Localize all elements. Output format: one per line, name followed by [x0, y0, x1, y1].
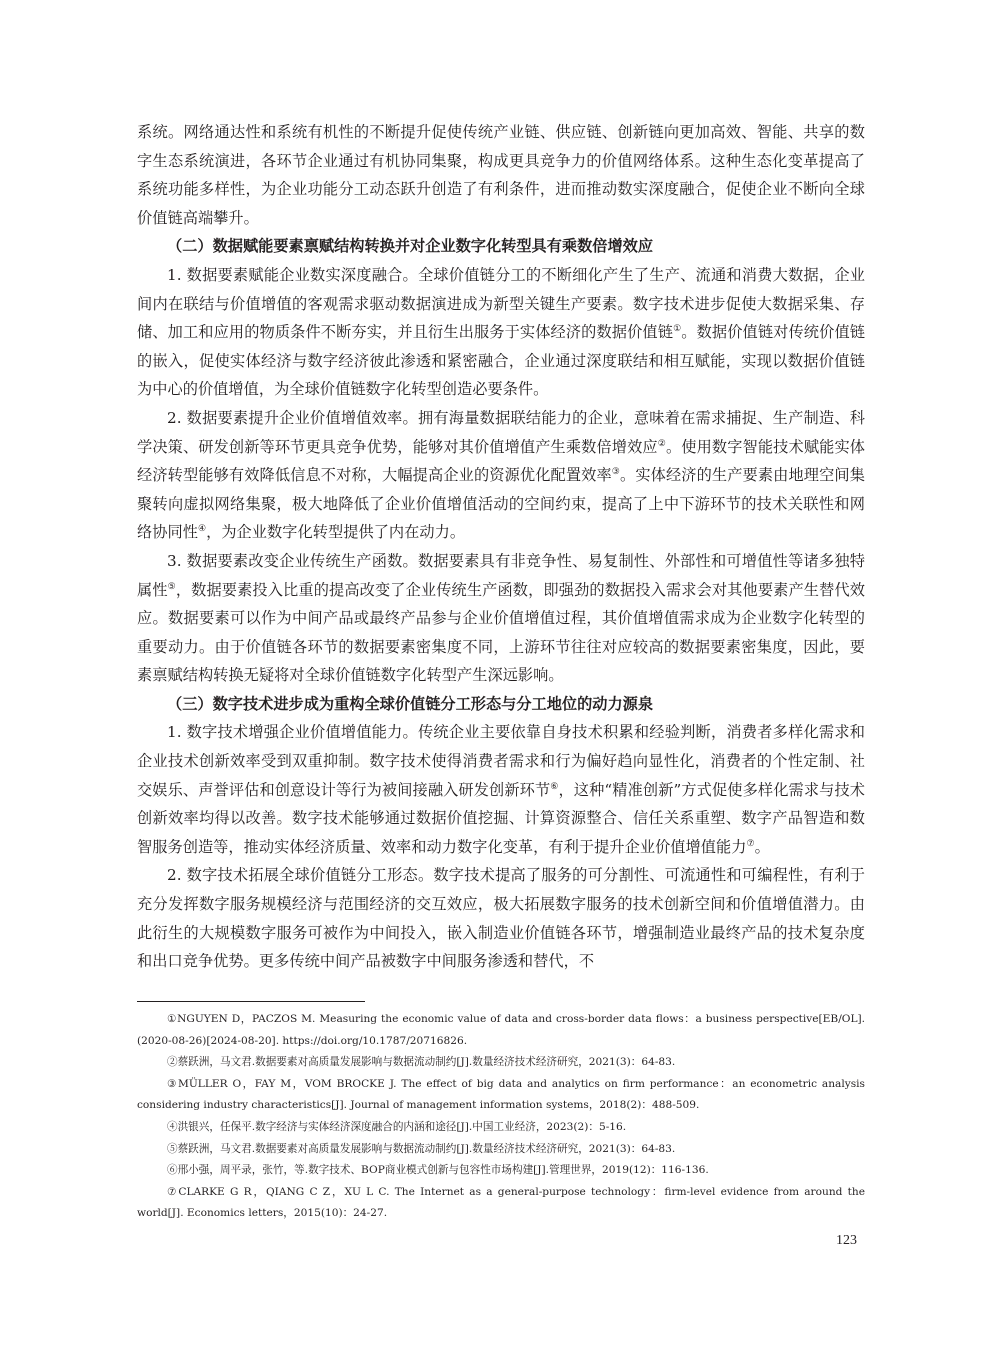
paragraph-text: ，这种“精准创新”方式促使多样化需求与技术创新效率均得以改善。数字技术能够通过数据价值挖掘、计算资源整合、信任关系重塑、数字产品智造和数智服务创造等，推动实体经济质量、效率和动力数字化变革，有利于提升企业价值增值能力 [137, 780, 865, 856]
paragraph-text: 1. 数字技术增强企业价值增值能力。传统企业主要依靠自身技术积累和经验判断，消费者多样化需求和企业技术创新效率受到双重抑制。数字技术使得消费者需求和行为偏好趋向显性化，消费者的个性定制、社交娱乐、声誉评估和创意设计等行为被间接融入研发创新环节 [137, 723, 865, 799]
footnote-ref-3[interactable]: ③ [611, 467, 620, 478]
section-heading-3-text: （三）数字技术进步成为重构全球价值链分工形态与分工地位的动力源泉 [167, 694, 653, 713]
footnote-ref-1[interactable]: ① [673, 324, 682, 335]
paragraph-text: 1. 数据要素赋能企业数实深度融合。全球价值链分工的不断细化产生了生产、流通和消费大数据，企业间内在联结与价值增值的客观需求驱动数据演进成为新型关键生产要素。数字技术进步促使大数据采集、存储、加工和应用的物质条件不断夯实，并且衍生出服务于实体经济的数据价值链 [137, 265, 865, 342]
footnote-7: ⑦CLARKE G R，QIANG C Z，XU L C. The Internet as a general-purpose technology：firm-level evidence from around the world[J]. Economics letters，2015(10)：24-27. [137, 1185, 865, 1220]
footnote-5: ⑤蔡跃洲，马文君.数据要素对高质量发展影响与数据流动制约[J].数量经济技术经济研究，2021(3)：64-83. [167, 1142, 676, 1155]
paragraph-1 [137, 118, 865, 232]
paragraph-text: 。 [754, 837, 770, 856]
paragraph-text: ，数据要素投入比重的提高改变了企业传统生产函数，即强劲的数据投入需求会对其他要素产生替代效应。数据要素可以作为中间产品或最终产品参与企业价值增值过程，其价值增值需求成为企业数字化转型的重要动力。由于价值链各环节的数据要素密集度不同，上游环节往往对应较高的数据要素密集度，因此，要素禀赋结构转换无疑将对全球价值链数字化转型产生深远影响。 [137, 580, 865, 685]
page-number: 123 [836, 1233, 857, 1248]
footnote-divider [137, 1001, 365, 1002]
footnote-3: ③MÜLLER O，FAY M，VOM BROCKE J. The effect of big data and analytics on firm performance：an econometric analysis considering industry characteristics[J]. Journal of management information systems，2018(2)：488-509. [137, 1077, 865, 1112]
paragraph-2-1 [137, 261, 865, 404]
footnote-ref-5[interactable]: ⑤ [167, 581, 176, 592]
footnote-2: ②蔡跃洲，马文君.数据要素对高质量发展影响与数据流动制约[J].数量经济技术经济研究，2021(3)：64-83. [167, 1056, 676, 1069]
paragraph-text: 。实体经济的生产要素由地理空间集聚转向虚拟网络集聚，极大地降低了企业价值增值活动的空间约束，提高了上中下游环节的技术关联性和网络协同性 [137, 466, 865, 542]
footnote-ref-6[interactable]: ⑥ [550, 781, 559, 792]
section-heading-2 [137, 232, 865, 261]
paragraph-2-2 [137, 404, 865, 547]
section-heading-3 [137, 690, 865, 719]
paragraph-3-2 [137, 861, 865, 975]
footnote-4: ④洪银兴，任保平.数字经济与实体经济深度融合的内涵和途径[J].中国工业经济，2023(2)：5-16. [167, 1120, 627, 1133]
footnote-ref-4[interactable]: ④ [197, 524, 207, 535]
paragraph-text: ，为企业数字化转型提供了内在动力。 [206, 523, 466, 542]
paragraph-text: 3. 数据要素改变企业传统生产函数。数据要素具有非竞争性、易复制性、外部性和可增值性等诸多独特属性 [137, 551, 865, 599]
footnotes [137, 1009, 865, 1225]
footnote-ref-2[interactable]: ② [657, 438, 666, 449]
paragraph-text: 。使用数字智能技术赋能实体经济转型能够有效降低信息不对称，大幅提高企业的资源优化配置效率 [137, 437, 866, 485]
footnote-6: ⑥邢小强，周平录，张竹，等.数字技术、BOP商业模式创新与包容性市场构建[J].管理世界，2019(12)：116-136. [167, 1164, 709, 1177]
paragraph-3-1 [137, 718, 865, 861]
paragraph-1-text: 系统。网络通达性和系统有机性的不断提升促使传统产业链、供应链、创新链向更加高效、智能、共享的数字生态系统演进，各环节企业通过有机协同集聚，构成更具竞争力的价值网络体系。这种生态化变革提高了系统功能多样性，为企业功能分工动态跃升创造了有利条件，进而推动数实深度融合，促使企业不断向全球价值链高端攀升。 [137, 123, 865, 227]
paragraph-text: 2. 数字技术拓展全球价值链分工形态。数字技术提高了服务的可分割性、可流通性和可编程性，有利于充分发挥数字服务规模经济与范围经济的交互效应，极大拓展数字服务的技术创新空间和价值增值潜力。由此衍生的大规模数字服务可被作为中间投入，嵌入制造业价值链各环节，增强制造业最终产品的技术复杂度和出口竞争优势。更多传统中间产品被数字中间服务渗透和替代，不 [137, 866, 865, 971]
paragraph-text: 。数据价值链对传统价值链的嵌入，促使实体经济与数字经济彼此渗透和紧密融合，企业通过深度联结和相互赋能，实现以数据价值链为中心的价值增值，为全球价值链数字化转型创造必要条件。 [137, 323, 865, 399]
paragraph-2-3 [137, 547, 865, 690]
main-text [137, 118, 865, 976]
paragraph-text: 2. 数据要素提升企业价值增值效率。拥有海量数据联结能力的企业，意味着在需求捕捉、生产制造、科学决策、研发创新等环节更具竞争优势，能够对其价值增值产生乘数倍增效应 [137, 408, 865, 456]
footnote-1: ①NGUYEN D，PACZOS M. Measuring the economic value of data and cross-border data flows：a business perspective[EB/OL].(2020-08-26)[2024-08-20]. https://doi.org/10.1787/20716826. [137, 1013, 865, 1047]
section-heading-2-text: （二）数据赋能要素禀赋结构转换并对企业数字化转型具有乘数倍增效应 [167, 237, 653, 256]
footnote-ref-7[interactable]: ⑦ [746, 838, 755, 849]
